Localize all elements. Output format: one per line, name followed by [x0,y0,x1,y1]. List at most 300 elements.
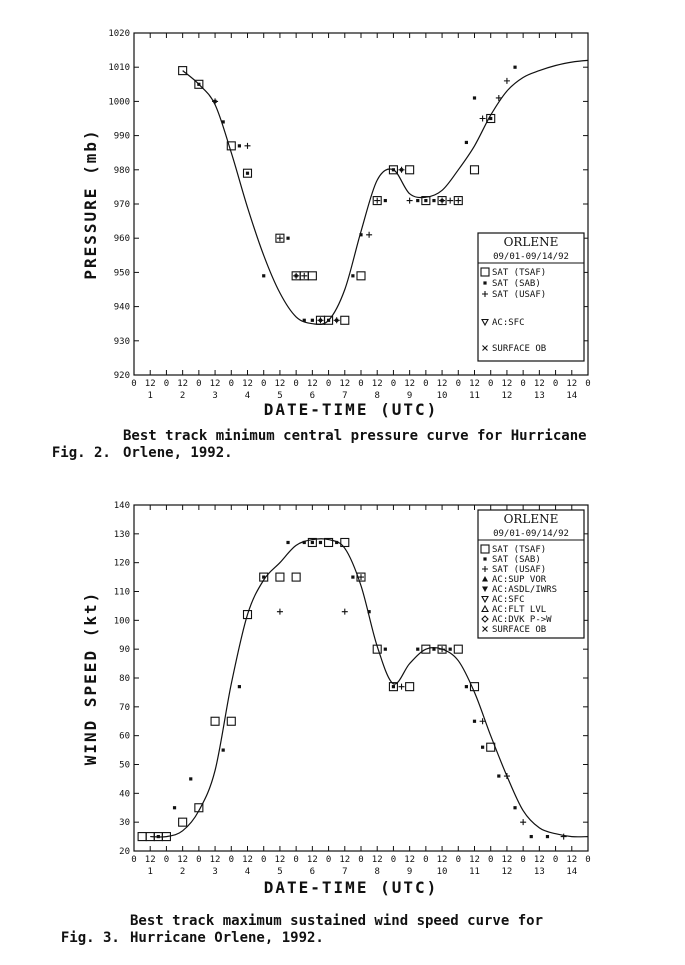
wind-point-asterisk [335,541,338,544]
pressure-point-plus-shape [447,198,453,204]
pressure-point-asterisk-shape [238,144,241,147]
wind-point-square [406,683,414,691]
pressure-point-asterisk-shape [262,274,265,277]
wind-y-tick-label: 80 [119,674,130,684]
wind-point-plus-shape [520,819,526,825]
pressure-point-plus [301,273,307,279]
wind-point-asterisk-shape [311,541,314,544]
wind-point-square-shape [292,573,300,581]
wind-point-asterisk-shape [303,541,306,544]
pressure-chart [81,29,591,419]
pressure-point-asterisk [384,199,387,202]
pressure-point-asterisk [303,319,306,322]
pressure-x-tick-label: 0 [228,379,234,389]
pressure-y-tick-label: 960 [113,234,130,245]
pressure-point-asterisk-shape [197,83,200,86]
wind-legend-entry: AC:SUP VOR [492,575,547,585]
pressure-point-asterisk [246,172,249,175]
wind-day-label: 11 [469,867,480,877]
pressure-y-tick-label: 950 [113,268,130,279]
wind-point-asterisk-shape [416,648,419,651]
wind-point-plus-shape [439,646,445,652]
wind-y-tick-label: 100 [113,616,130,627]
pressure-x-tick-label: 12 [209,379,221,389]
wind-point-asterisk-shape [238,685,241,688]
wind-point-asterisk-shape [497,774,500,777]
wind-point-asterisk [238,685,241,688]
pressure-x-tick-label: 12 [177,379,189,389]
wind-legend [478,510,584,638]
wind-point-asterisk [513,806,516,809]
wind-day-label: 8 [374,867,380,877]
pressure-day-label: 6 [309,391,316,401]
wind-x-tick-label: 12 [404,855,416,865]
wind-speed-chart [81,501,591,897]
pressure-legend-title: ORLENE [503,235,559,249]
pressure-point-asterisk-shape [489,117,492,120]
pressure-point-square-shape [308,272,316,280]
wind-x-tick-label: 0 [228,855,234,865]
pressure-point-asterisk [392,168,395,171]
pressure-series-asterisk [197,66,516,322]
pressure-x-tick-label: 12 [501,379,513,389]
pressure-point-asterisk-shape [513,66,516,69]
wind-point-plus-shape [342,609,348,615]
wind-point-asterisk [189,777,192,780]
wind-legend-entry: AC:ASDL/IWRS [492,585,558,595]
pressure-point-asterisk [327,319,330,322]
wind-point-asterisk-shape [262,575,265,578]
wind-point-square [138,833,146,841]
wind-day-label: 10 [436,867,448,877]
wind-day-label: 1 [147,867,153,877]
pressure-point-plus-shape [334,317,340,323]
pressure-point-plus-shape [212,98,218,104]
wind-day-label: 12 [501,867,513,877]
wind-x-tick-label: 0 [325,855,332,865]
pressure-y-tick-label: 920 [113,371,130,381]
pressure-point-plus-shape [245,143,251,149]
wind-x-tick-label: 0 [261,855,267,865]
pressure-point-asterisk-shape [303,319,306,322]
wind-x-tick-label: 0 [196,855,202,865]
wind-day-label: 2 [179,867,186,877]
pressure-point-square [341,316,349,324]
wind-point-square-shape [138,833,146,841]
pressure-point-plus [334,317,340,323]
wind-point-asterisk-shape [513,806,516,809]
pressure-point-square-shape [341,316,349,324]
pressure-point-asterisk-shape [416,199,419,202]
wind-point-square-shape [211,717,219,725]
wind-legend-marker-asterisk-shape [483,557,486,560]
wind-day-label: 6 [309,867,316,877]
pressure-point-asterisk [262,274,265,277]
wind-point-asterisk-shape [481,746,484,749]
fig2-caption-text: Best track minimum central pressure curve for Hurricane Orlene, 1992. [123,428,587,461]
wind-point-asterisk [286,541,289,544]
wind-x-tick-label: 0 [423,855,429,865]
wind-point-plus-shape [277,609,283,615]
wind-point-plus-shape [399,684,405,690]
wind-legend-entry: AC:FLT LVL [492,605,547,615]
pressure-point-plus [277,235,283,241]
pressure-point-plus [439,198,445,204]
wind-point-asterisk-shape [546,835,549,838]
pressure-x-tick-label: 0 [552,379,559,389]
wind-x-tick-label: 0 [131,855,137,865]
wind-point-asterisk [465,685,468,688]
wind-point-asterisk [222,748,225,751]
wind-point-square [179,818,187,826]
wind-x-tick-label: 12 [306,855,318,865]
wind-legend-entry: SURFACE OB [492,625,547,635]
pressure-point-square [471,166,479,174]
wind-legend-entry: AC:DVK P->W [492,615,552,625]
wind-x-tick-label: 0 [358,855,364,865]
pressure-day-label: 2 [179,391,186,401]
wind-point-asterisk [303,541,306,544]
wind-point-square-shape [276,573,284,581]
fig2-caption-label: Fig. 2. [51,445,111,461]
wind-point-plus [520,819,526,825]
pressure-legend-subtitle: 09/01-09/14/92 [493,252,569,262]
pressure-point-plus [245,143,251,149]
wind-x-tick-label: 12 [209,855,221,865]
pressure-x-tick-label: 0 [455,379,461,389]
pressure-point-asterisk [424,199,427,202]
wind-x-tick-label: 12 [177,855,189,865]
pressure-point-asterisk [465,141,468,144]
pressure-x-tick-label: 12 [339,379,351,389]
wind-y-tick-label: 20 [119,847,130,857]
wind-point-asterisk [319,541,322,544]
pressure-point-plus [496,95,502,101]
pressure-x-tick-label: 0 [196,379,202,389]
wind-day-label: 13 [533,867,545,877]
wind-y-tick-label: 70 [119,702,130,713]
pressure-point-asterisk-shape [432,199,435,202]
pressure-point-plus [447,198,453,204]
wind-point-asterisk-shape [351,575,354,578]
wind-x-tick-label: 0 [585,855,591,865]
pressure-legend-entry: SAT (SAB) [492,279,541,289]
wind-point-square [227,717,235,725]
pressure-point-square-shape [357,272,365,280]
wind-point-asterisk-shape [319,541,322,544]
pressure-point-asterisk [286,237,289,240]
pressure-point-asterisk-shape [246,172,249,175]
pressure-point-asterisk [432,199,435,202]
wind-series-square [138,538,495,840]
pressure-x-tick-label: 0 [163,379,170,389]
wind-point-square-shape [454,645,462,653]
pressure-point-square-shape [406,166,414,174]
pressure-x-tick-label: 0 [390,379,397,389]
wind-x-tick-label: 0 [293,855,299,865]
wind-legend-entry: SAT (TSAF) [492,545,547,555]
wind-point-asterisk [546,835,549,838]
wind-y-tick-label: 140 [113,501,130,511]
pressure-point-plus-shape [366,232,372,238]
pressure-point-square-shape [471,166,479,174]
pressure-day-label: 8 [374,391,380,401]
pressure-y-tick-label: 1010 [108,63,130,74]
wind-x-tick-label: 12 [242,855,253,865]
pressure-day-label: 3 [212,391,218,401]
wind-legend-entry: AC:SFC [492,595,525,605]
pressure-x-tick-label: 0 [358,379,364,389]
pressure-point-asterisk-shape [286,237,289,240]
wind-point-square-shape [406,683,414,691]
wind-point-asterisk-shape [449,648,452,651]
wind-point-asterisk [497,774,500,777]
wind-day-label: 9 [406,867,413,877]
pressure-point-plus-shape [293,273,299,279]
wind-x-tick-label: 0 [163,855,170,865]
pressure-point-square [308,272,316,280]
pressure-point-plus [317,317,323,323]
pressure-point-plus-shape [374,198,380,204]
pressure-point-plus-shape [455,198,461,204]
wind-point-asterisk-shape [222,748,225,751]
pressure-point-plus-shape [399,167,405,173]
pressure-point-asterisk-shape [384,199,387,202]
wind-y-tick-label: 90 [119,645,130,656]
pressure-point-asterisk [513,66,516,69]
fig3-caption-text: Best track maximum sustained wind speed curve for Hurricane Orlene, 1992. [130,913,544,946]
pressure-y-tick-label: 990 [113,131,130,142]
wind-y-tick-label: 50 [119,760,130,771]
pressure-x-tick-label: 0 [261,379,267,389]
pressure-x-tick-label: 0 [488,379,494,389]
pressure-point-plus-shape [496,95,502,101]
pressure-point-plus-shape [277,235,283,241]
pressure-day-label: 10 [436,391,448,401]
wind-point-plus-shape [504,773,510,779]
wind-point-asterisk-shape [473,720,476,723]
wind-legend-entry: SAT (SAB) [492,555,541,565]
wind-point-asterisk [384,648,387,651]
pressure-point-asterisk-shape [424,199,427,202]
pressure-x-tick-label: 0 [585,379,591,389]
pressure-point-plus [480,116,486,122]
wind-point-square [292,573,300,581]
fig3-caption [44,913,544,964]
pressure-point-asterisk [359,233,362,236]
wind-legend-entry: SAT (USAF) [492,565,547,575]
pressure-point-asterisk [311,319,314,322]
wind-x-tick-label: 12 [501,855,513,865]
wind-y-tick-label: 130 [113,529,130,540]
wind-point-asterisk-shape [189,777,192,780]
wind-point-asterisk-shape [368,610,371,613]
pressure-x-tick-label: 12 [566,379,578,389]
wind-point-asterisk [392,685,395,688]
pressure-y-tick-label: 930 [113,336,130,347]
wind-x-axis-title: DATE-TIME (UTC) [263,878,439,897]
wind-point-plus [277,609,283,615]
pressure-point-asterisk [416,199,419,202]
wind-point-asterisk-shape [157,835,160,838]
wind-y-tick-label: 40 [119,789,130,800]
pressure-point-plus [504,78,510,84]
wind-point-asterisk [473,720,476,723]
pressure-legend-entry: AC:SFC [492,318,525,328]
pressure-x-tick-label: 12 [469,379,480,389]
wind-point-asterisk-shape [286,541,289,544]
wind-point-asterisk [262,575,265,578]
pressure-legend-marker-asterisk [483,281,486,284]
wind-x-tick-label: 12 [274,855,286,865]
pressure-day-label: 5 [277,391,283,401]
pressure-point-plus-shape [439,198,445,204]
pressure-legend-entry: SURFACE OB [492,344,547,354]
pressure-point-asterisk [489,117,492,120]
wind-x-tick-label: 0 [390,855,397,865]
wind-point-asterisk [157,835,160,838]
pressure-day-label: 1 [147,391,153,401]
wind-point-asterisk-shape [384,648,387,651]
wind-point-asterisk-shape [432,648,435,651]
pressure-point-plus [399,167,405,173]
wind-point-asterisk-shape [392,685,395,688]
fig2-caption [35,428,587,479]
pressure-point-plus [407,198,413,204]
pressure-day-label: 7 [342,391,348,401]
pressure-point-asterisk [197,83,200,86]
pressure-point-asterisk-shape [473,96,476,99]
pressure-x-tick-label: 12 [404,379,416,389]
wind-x-tick-label: 12 [339,855,351,865]
wind-point-asterisk-shape [173,806,176,809]
pressure-day-label: 4 [244,391,251,401]
pressure-series-plus [212,78,510,323]
pressure-y-tick-label: 1000 [108,97,130,108]
wind-x-tick-label: 12 [144,855,156,865]
pressure-point-plus-shape [504,78,510,84]
pressure-legend-marker-asterisk-shape [483,281,486,284]
wind-point-square [276,573,284,581]
pressure-point-asterisk-shape [359,233,362,236]
pressure-point-plus-shape [301,273,307,279]
pressure-point-plus [212,98,218,104]
pressure-point-plus [366,232,372,238]
wind-point-asterisk [351,575,354,578]
wind-point-asterisk [432,648,435,651]
wind-point-asterisk-shape [465,685,468,688]
wind-day-label: 14 [566,867,578,877]
wind-point-asterisk [530,835,533,838]
wind-x-tick-label: 12 [566,855,578,865]
wind-point-asterisk-shape [530,835,533,838]
wind-point-plus [399,684,405,690]
pressure-point-asterisk-shape [465,141,468,144]
pressure-y-axis-title: PRESSURE (mb) [81,128,100,280]
pressure-y-tick-label: 1020 [108,29,130,39]
pressure-series-square [179,67,495,325]
pressure-x-tick-label: 12 [371,379,383,389]
wind-day-label: 7 [342,867,348,877]
wind-x-tick-label: 12 [533,855,545,865]
pressure-point-plus-shape [407,198,413,204]
fig3-caption-label: Fig. 3. [60,930,120,946]
wind-point-square [211,717,219,725]
wind-point-asterisk [173,806,176,809]
wind-point-plus [439,646,445,652]
pressure-point-square [406,166,414,174]
pressure-y-tick-label: 980 [113,165,130,176]
pressure-x-tick-label: 0 [520,379,526,389]
pressure-point-asterisk-shape [222,120,225,123]
pressure-legend-entry: SAT (TSAF) [492,268,547,278]
pressure-day-label: 11 [469,391,480,401]
wind-legend-marker-asterisk [483,557,486,560]
pressure-x-tick-label: 0 [293,379,299,389]
pressure-y-tick-label: 970 [113,200,130,210]
wind-y-tick-label: 60 [119,731,130,742]
pressure-point-asterisk-shape [327,319,330,322]
pressure-day-label: 9 [406,391,413,401]
wind-x-tick-label: 0 [552,855,559,865]
wind-point-asterisk [481,746,484,749]
wind-point-asterisk [368,610,371,613]
pressure-point-asterisk-shape [392,168,395,171]
pressure-point-plus [293,273,299,279]
pressure-x-tick-label: 0 [325,379,332,389]
wind-y-axis-title: WIND SPEED (kt) [81,590,100,766]
pressure-x-tick-label: 0 [423,379,429,389]
wind-x-tick-label: 12 [436,855,448,865]
wind-point-asterisk [449,648,452,651]
pressure-x-tick-label: 12 [436,379,448,389]
pressure-day-label: 13 [533,391,545,401]
pressure-legend-entry: SAT (USAF) [492,290,547,300]
pressure-legend [478,233,584,361]
pressure-day-label: 14 [566,391,578,401]
pressure-x-tick-label: 12 [306,379,318,389]
pressure-x-tick-label: 12 [144,379,156,389]
wind-x-tick-label: 12 [469,855,480,865]
wind-day-label: 3 [212,867,218,877]
wind-y-tick-label: 30 [119,818,130,829]
pressure-y-tick-label: 940 [113,302,130,313]
pressure-point-asterisk [473,96,476,99]
pressure-x-tick-label: 12 [242,379,253,389]
wind-point-square [454,645,462,653]
wind-y-tick-label: 120 [113,558,130,569]
pressure-x-tick-label: 12 [274,379,286,389]
pressure-point-plus [374,198,380,204]
wind-legend-title: ORLENE [503,512,559,526]
pressure-point-plus-shape [480,116,486,122]
pressure-point-square [357,272,365,280]
pressure-x-axis-title: DATE-TIME (UTC) [263,400,439,419]
wind-point-asterisk-shape [335,541,338,544]
wind-point-plus [342,609,348,615]
wind-x-tick-label: 0 [455,855,461,865]
pressure-x-tick-label: 0 [131,379,137,389]
pressure-point-asterisk-shape [311,319,314,322]
wind-day-label: 4 [244,867,251,877]
pressure-point-plus [455,198,461,204]
wind-point-square-shape [227,717,235,725]
wind-legend-subtitle: 09/01-09/14/92 [493,529,569,539]
wind-point-asterisk [311,541,314,544]
wind-point-plus [504,773,510,779]
wind-x-tick-label: 12 [371,855,383,865]
wind-y-tick-label: 110 [113,587,130,598]
